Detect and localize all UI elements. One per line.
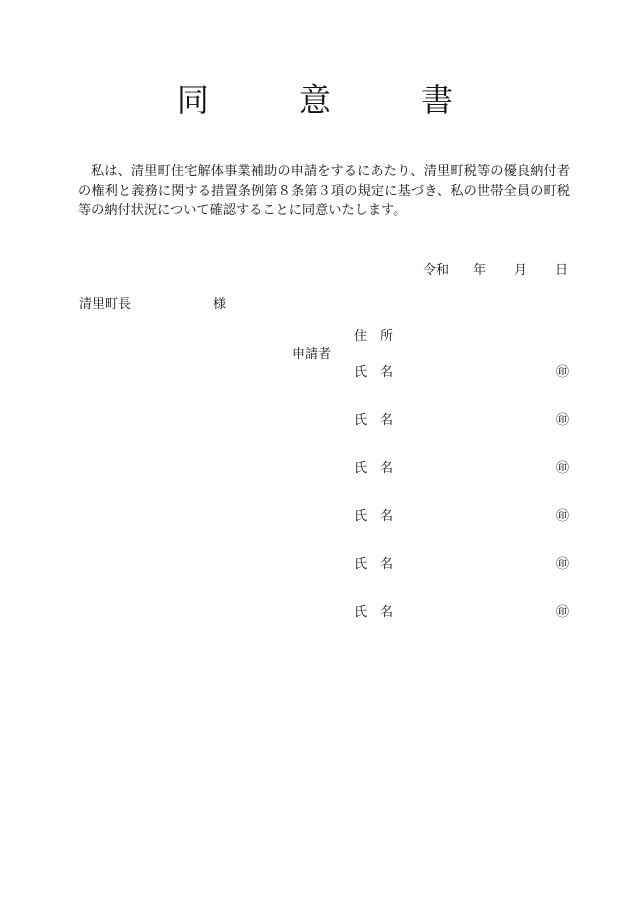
date-era: 令和 [422,263,449,278]
name-row [354,508,570,526]
date-day-label: 日 [554,263,568,278]
document-title: 同 意 書 [176,81,494,119]
name-label: 氏名 [354,413,407,428]
name-row [354,412,570,430]
seal-mark: ㊞ [555,509,569,524]
name-row [354,604,570,622]
seal-mark: ㊞ [555,413,569,428]
address-label: 住所 [354,329,407,344]
name-label: 氏名 [354,557,407,572]
recipient-name: 清里町長 [79,297,132,312]
name-row [354,460,570,478]
recipient-honorific: 様 [213,297,227,312]
applicant-label: 申請者 [292,347,332,362]
name-row [354,364,570,382]
seal-mark: ㊞ [555,365,569,380]
name-label: 氏名 [354,365,407,380]
seal-mark: ㊞ [555,557,569,572]
name-row [354,556,570,574]
date-year-label: 年 [472,263,486,278]
name-label: 氏名 [354,605,407,620]
recipient-line [79,296,226,314]
seal-mark: ㊞ [555,605,569,620]
date-line [423,262,568,280]
name-label: 氏名 [354,509,407,524]
consent-statement: 私は、清里町住宅解体事業補助の申請をするにあたり、清里町税等の優良納付者の権利と義務に関する措置条例第８条第３項の規定に基づき、私の世帯全員の町税等の納付状況について確認することに同意いたします。 [78,164,570,218]
seal-mark: ㊞ [555,461,569,476]
name-label: 氏名 [354,461,407,476]
date-month-label: 月 [513,263,527,278]
